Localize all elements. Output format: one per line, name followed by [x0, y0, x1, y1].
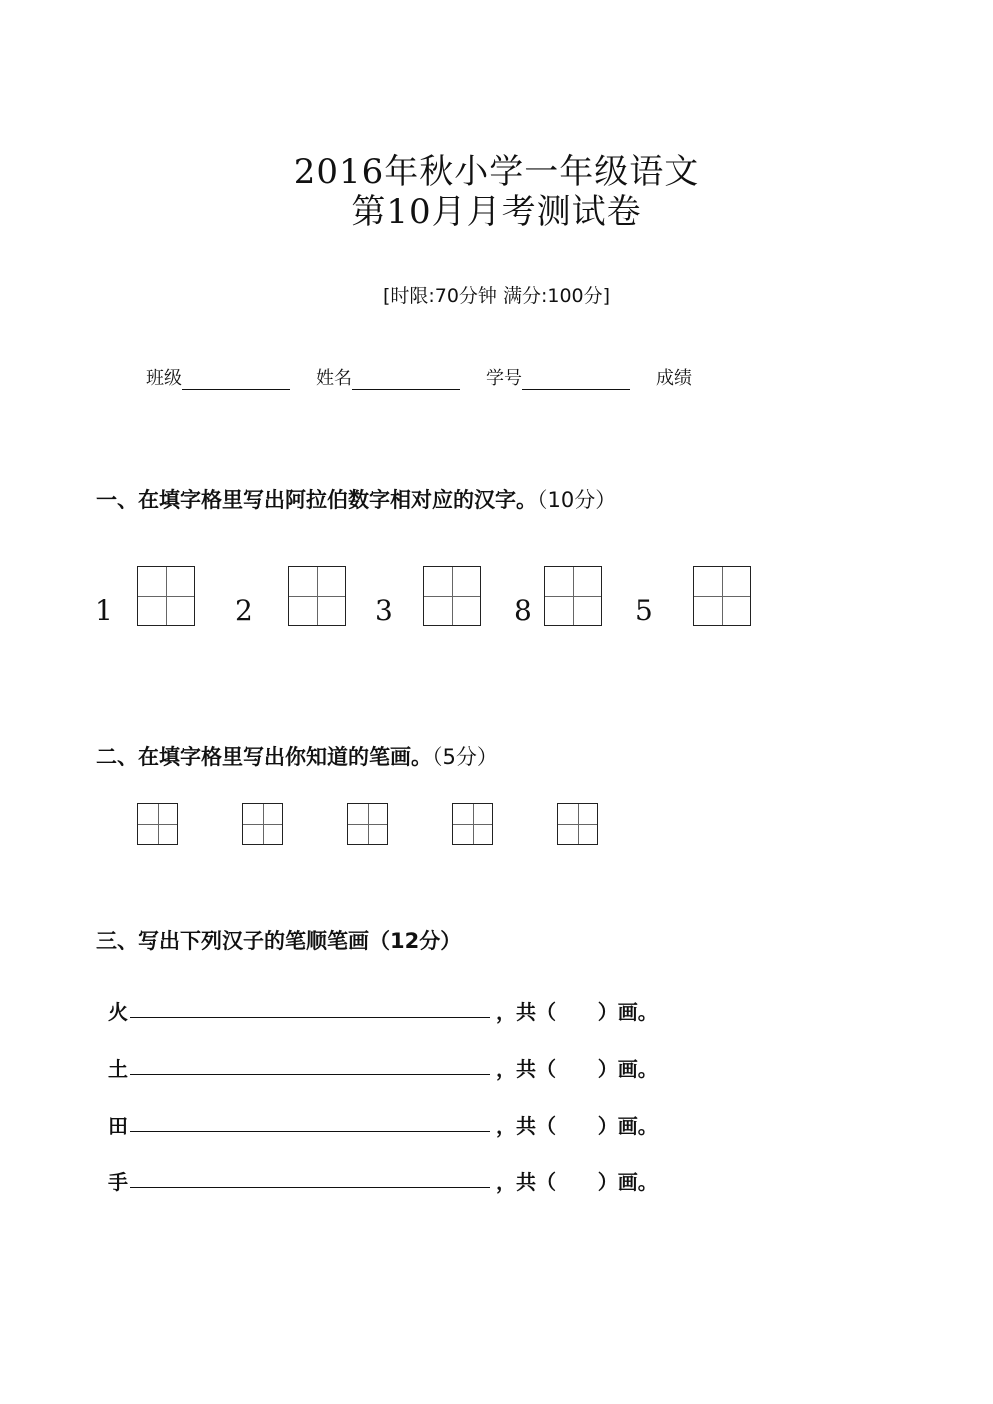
section-1-heading	[96, 484, 616, 514]
stroke-order-row	[108, 1110, 708, 1144]
stroke-order-blank[interactable]	[130, 1131, 490, 1132]
name-label: 姓名	[316, 368, 352, 389]
section-2-heading	[96, 741, 498, 771]
section-2-title: 二、在填字格里写出你知道的笔画。	[96, 745, 432, 769]
stroke-order-row	[108, 1166, 708, 1200]
student-id-label: 学号	[486, 368, 522, 389]
section-3-heading	[96, 925, 461, 955]
stroke-grid-box[interactable]	[137, 803, 178, 845]
stroke-grid-box[interactable]	[347, 803, 388, 845]
number-label: 5	[635, 594, 653, 627]
stroke-grid-box[interactable]	[242, 803, 283, 845]
stroke-grid-box[interactable]	[452, 803, 493, 845]
stroke-order-blank[interactable]	[130, 1017, 490, 1018]
student-id-field[interactable]	[486, 364, 630, 390]
number-label: 2	[235, 594, 253, 627]
stroke-character: 土	[108, 1057, 128, 1081]
class-field[interactable]	[146, 364, 290, 390]
page-title-line-1: 2016年秋小学一年级语文	[293, 152, 700, 192]
class-blank[interactable]	[182, 367, 290, 390]
number-label: 1	[95, 594, 113, 627]
section-1-points: （10分）	[537, 488, 617, 512]
stroke-order-row	[108, 996, 708, 1030]
writing-grid-box[interactable]	[137, 566, 195, 626]
number-label: 8	[514, 594, 532, 627]
score-label: 成绩	[656, 368, 692, 389]
student-id-blank[interactable]	[522, 367, 630, 390]
writing-grid-box[interactable]	[423, 566, 481, 626]
time-and-score-info: [时限:70分钟 满分:100分]	[382, 285, 611, 307]
name-field[interactable]	[316, 364, 460, 390]
stroke-character: 火	[108, 1000, 128, 1024]
section-3-title: 三、写出下列汉子的笔顺笔画	[96, 929, 369, 953]
section-3-points: （12分）	[369, 929, 462, 953]
stroke-order-blank[interactable]	[130, 1074, 490, 1075]
stroke-character: 手	[108, 1170, 128, 1194]
writing-grid-box[interactable]	[288, 566, 346, 626]
page-title-line-2: 第10月月考测试卷	[351, 192, 642, 232]
stroke-count-prompt: ，共（ ）画。	[496, 1170, 658, 1194]
class-label: 班级	[146, 368, 182, 389]
stroke-order-blank[interactable]	[130, 1187, 490, 1188]
stroke-grid-box[interactable]	[557, 803, 598, 845]
stroke-count-prompt: ，共（ ）画。	[496, 1114, 658, 1138]
name-blank[interactable]	[352, 367, 460, 390]
number-label: 3	[375, 594, 393, 627]
writing-grid-box[interactable]	[693, 566, 751, 626]
stroke-count-prompt: ，共（ ）画。	[496, 1000, 658, 1024]
stroke-character: 田	[108, 1114, 128, 1138]
stroke-count-prompt: ，共（ ）画。	[496, 1057, 658, 1081]
section-2-points: （5分）	[432, 745, 498, 769]
writing-grid-box[interactable]	[544, 566, 602, 626]
section-1-title: 一、在填字格里写出阿拉伯数字相对应的汉字。	[96, 488, 537, 512]
stroke-order-row	[108, 1053, 708, 1087]
